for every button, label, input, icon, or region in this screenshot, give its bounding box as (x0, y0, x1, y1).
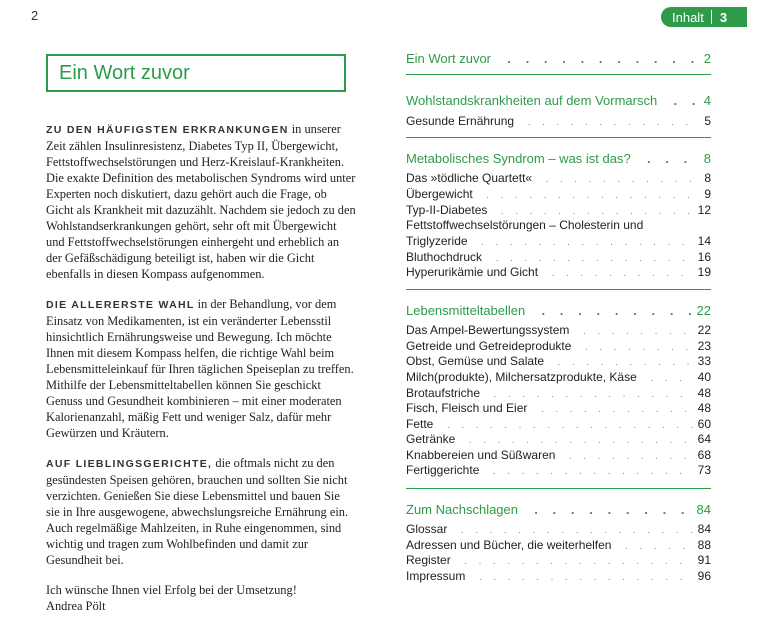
toc-item[interactable] (406, 187, 711, 201)
toc-leader-dots (575, 342, 693, 353)
toc-item-page: 60 (697, 417, 711, 431)
toc-item-page: 88 (697, 538, 711, 552)
toc-item-title: Milch(produkte), Milchersatzprodukte, Käse (406, 370, 637, 384)
toc-section-title: Ein Wort zuvor (406, 51, 492, 66)
intro-title: Ein Wort zuvor (59, 61, 190, 84)
toc-leader-dots (491, 206, 693, 217)
toc-item-title: Knabbereien und Süßwaren (406, 448, 556, 462)
toc-item-page: 64 (697, 432, 711, 446)
toc-item-page: 9 (704, 187, 711, 201)
toc-item[interactable] (406, 553, 711, 567)
toc-item-page: 12 (697, 203, 711, 217)
intro-title-box (46, 54, 346, 92)
toc-leader-dots (548, 357, 694, 368)
toc-item[interactable] (406, 401, 711, 415)
toc-item-page: 16 (697, 250, 711, 264)
paragraph-body: die oftmals nicht zu den gesündesten Speisen gehören, brauchen und sollten Sie nicht verzichten. Genießen Sie diese Lebensmittel und bauen Sie sie in Ihre ausgewogene, abwechslungsreiche Ernährung ein. Auch regelmäßige Mahlzeiten, in Ruhe eingenommen, sind wichtig und tragen zum Wohlbefinden und damit zur Gesundheit bei. (46, 456, 349, 567)
toc-section-page: 22 (696, 303, 711, 318)
toc-item-page: 14 (697, 234, 711, 248)
intro-paragraph-2 (46, 296, 356, 441)
toc-item[interactable] (406, 522, 711, 536)
toc-section-lebensmitteltabellen[interactable] (406, 303, 711, 318)
toc-leader-dots (635, 151, 700, 166)
header-label: Inhalt (672, 9, 704, 25)
toc-item-page: 22 (697, 323, 711, 337)
toc-item-page: 5 (704, 114, 711, 128)
toc-item-page: 68 (697, 448, 711, 462)
toc-item-title: Brotaufstriche (406, 386, 481, 400)
toc-section-page: 4 (703, 93, 711, 108)
toc-item-title: Typ-II-Diabetes (406, 203, 488, 217)
toc-item-title: Bluthochdruck (406, 250, 483, 264)
toc-leader-dots (518, 117, 700, 128)
toc-leader-dots (559, 451, 693, 462)
toc-item-title: Fette (406, 417, 434, 431)
toc-section-page: 84 (696, 502, 711, 517)
toc-item-page: 48 (697, 386, 711, 400)
toc-item-page: 23 (697, 339, 711, 353)
toc-section-title: Zum Nachschlagen (406, 502, 518, 517)
intro-text (46, 121, 356, 614)
toc-section-wohlstandskrankheiten[interactable] (406, 93, 711, 108)
toc-divider (406, 488, 711, 489)
toc-item-title: Impressum (406, 569, 466, 583)
toc-leader-dots (495, 51, 700, 66)
paragraph-body: in der Behandlung, vor dem Einsatz von Medikamenten, ist ein veränderter Lebensstil hinsichtlich Ernährungsweise und Bewegung. Ich möchte Ihnen mit diesem Kompass helfen, die richtige Wahl beim Lebensmitteleinkauf für Ihren täglichen Speiseplan zu treffen. Mithilfe der Lebensmitteltabellen können Sie geschickt Genuss und Gesundheit kombinieren – mit einer moderaten Kalorienanzahl, mäßig Fett und weniger Salz, dafür mehr Gewürzen und Kräutern. (46, 297, 354, 440)
page-number-right: 3 (719, 9, 728, 25)
toc-item-title: Obst, Gemüse und Salate (406, 354, 545, 368)
toc-item[interactable] (406, 463, 711, 477)
toc-item[interactable] (406, 339, 711, 353)
toc-item[interactable] (406, 569, 711, 583)
toc-item-title: Triglyzeride (406, 234, 468, 248)
toc-section-page: 2 (703, 51, 711, 66)
toc-item-page: 19 (697, 265, 711, 279)
toc-item-title: Fertiggerichte (406, 463, 480, 477)
paragraph-body: in unserer Zeit zählen Insulinresistenz, Diabetes Typ II, Übergewicht, Fettstoffwechselstörungen und Herz-Kreislauf-Krankheiten. Die exakte Definition des metabolischen Syndroms wird unter Experten noch diskutiert, dazu gehört auch die Frage, ob Gicht als Krankheit mit dazuzählt. Nachdem sie jedoch zu den Wohlstandserkrankungen gehört, sehr oft mit Übergewicht und Fettstoffwechselstörungen einhergeht und erheblich an der Gefäßschädigung beteiligt ist, haben wir die Gicht ebenfalls in diesen Kompass aufgenommen. (46, 122, 356, 281)
toc-section-title: Lebensmitteltabellen (406, 303, 526, 318)
toc-leader-dots (472, 237, 694, 248)
author-name: Andrea Pölt (46, 599, 106, 613)
toc-divider (406, 137, 711, 138)
toc-item[interactable] (406, 417, 711, 431)
toc-section-page: 8 (703, 151, 711, 166)
toc-item-page: 84 (697, 522, 711, 536)
toc-item[interactable] (406, 234, 711, 248)
toc-item-page: 33 (697, 354, 711, 368)
paragraph-lead: AUF LIEBLINGSGERICHTE, (46, 458, 213, 470)
toc-item[interactable] (406, 448, 711, 462)
toc-item-page: 8 (704, 171, 711, 185)
header-separator (711, 10, 712, 24)
closing-line: Ich wünsche Ihnen viel Erfolg bei der Umsetzung! (46, 583, 297, 597)
toc-item[interactable] (406, 203, 711, 217)
toc-leader-dots (661, 93, 700, 108)
toc-item[interactable] (406, 354, 711, 368)
toc-item-title: Übergewicht (406, 187, 473, 201)
toc-item[interactable] (406, 370, 711, 384)
toc-divider (406, 289, 711, 290)
toc-section-metabolisches-syndrom[interactable] (406, 151, 711, 166)
toc-leader-dots (573, 326, 693, 337)
toc-item-page: 91 (697, 553, 711, 567)
toc-leader-dots (455, 556, 694, 567)
page-number-left: 2 (31, 8, 39, 23)
toc-item[interactable] (406, 250, 711, 264)
paragraph-lead: DIE ALLERERSTE WAHL (46, 299, 195, 311)
toc-item-title: Getränke (406, 432, 456, 446)
section-header-badge (661, 7, 747, 27)
toc-leader-dots (522, 502, 693, 517)
toc-item[interactable] (406, 432, 711, 446)
toc-item-first-line[interactable]: Fettstoffwechselstörungen – Cholesterin und (406, 218, 644, 232)
toc-item-title: Getreide und Getreideprodukte (406, 339, 572, 353)
toc-leader-dots (486, 253, 694, 264)
toc-leader-dots (641, 373, 694, 384)
toc-item[interactable] (406, 171, 711, 185)
toc-item[interactable] (406, 323, 711, 337)
intro-paragraph-3 (46, 455, 356, 568)
toc-leader-dots (483, 466, 693, 477)
toc-item-title: Das Ampel-Bewertungssystem (406, 323, 570, 337)
toc-leader-dots (536, 174, 700, 185)
paragraph-lead: ZU DEN HÄUFIGSTEN ERKRANKUNGEN (46, 124, 289, 136)
toc-leader-dots (437, 420, 693, 431)
toc-item-title: Das »tödliche Quartett« (406, 171, 533, 185)
toc-section-zum-nachschlagen[interactable] (406, 502, 711, 517)
toc-item-page: 73 (697, 463, 711, 477)
toc-item[interactable] (406, 386, 711, 400)
toc-leader-dots (459, 435, 693, 446)
toc-divider (406, 74, 711, 75)
toc-leader-dots (469, 572, 693, 583)
toc-section-title: Metabolisches Syndrom – was ist das? (406, 151, 631, 166)
toc-section-title: Wohlstandskrankheiten auf dem Vormarsch (406, 93, 658, 108)
toc-leader-dots (451, 525, 693, 536)
toc-leader-dots (615, 541, 693, 552)
toc-item-page: 96 (697, 569, 711, 583)
toc-item-title: Adressen und Bücher, die weiterhelfen (406, 538, 612, 552)
toc-item-title: Glossar (406, 522, 448, 536)
toc-item-title: Fisch, Fleisch und Eier (406, 401, 528, 415)
toc-leader-dots (477, 190, 701, 201)
toc-item-title: Hyperurikämie und Gicht (406, 265, 539, 279)
toc-leader-dots (529, 303, 692, 318)
toc-leader-dots (542, 268, 694, 279)
toc-leader-dots (484, 389, 694, 400)
toc-item-page: 48 (697, 401, 711, 415)
toc-section-ein-wort-zuvor[interactable] (406, 51, 711, 66)
toc-item-title: Gesunde Ernährung (406, 114, 515, 128)
toc-item-page: 40 (697, 370, 711, 384)
intro-paragraph-1 (46, 121, 356, 282)
toc-leader-dots (531, 404, 693, 415)
toc-item[interactable] (406, 265, 711, 279)
toc-item[interactable] (406, 538, 711, 552)
toc-item-title: Register (406, 553, 451, 567)
toc-item[interactable] (406, 114, 711, 128)
